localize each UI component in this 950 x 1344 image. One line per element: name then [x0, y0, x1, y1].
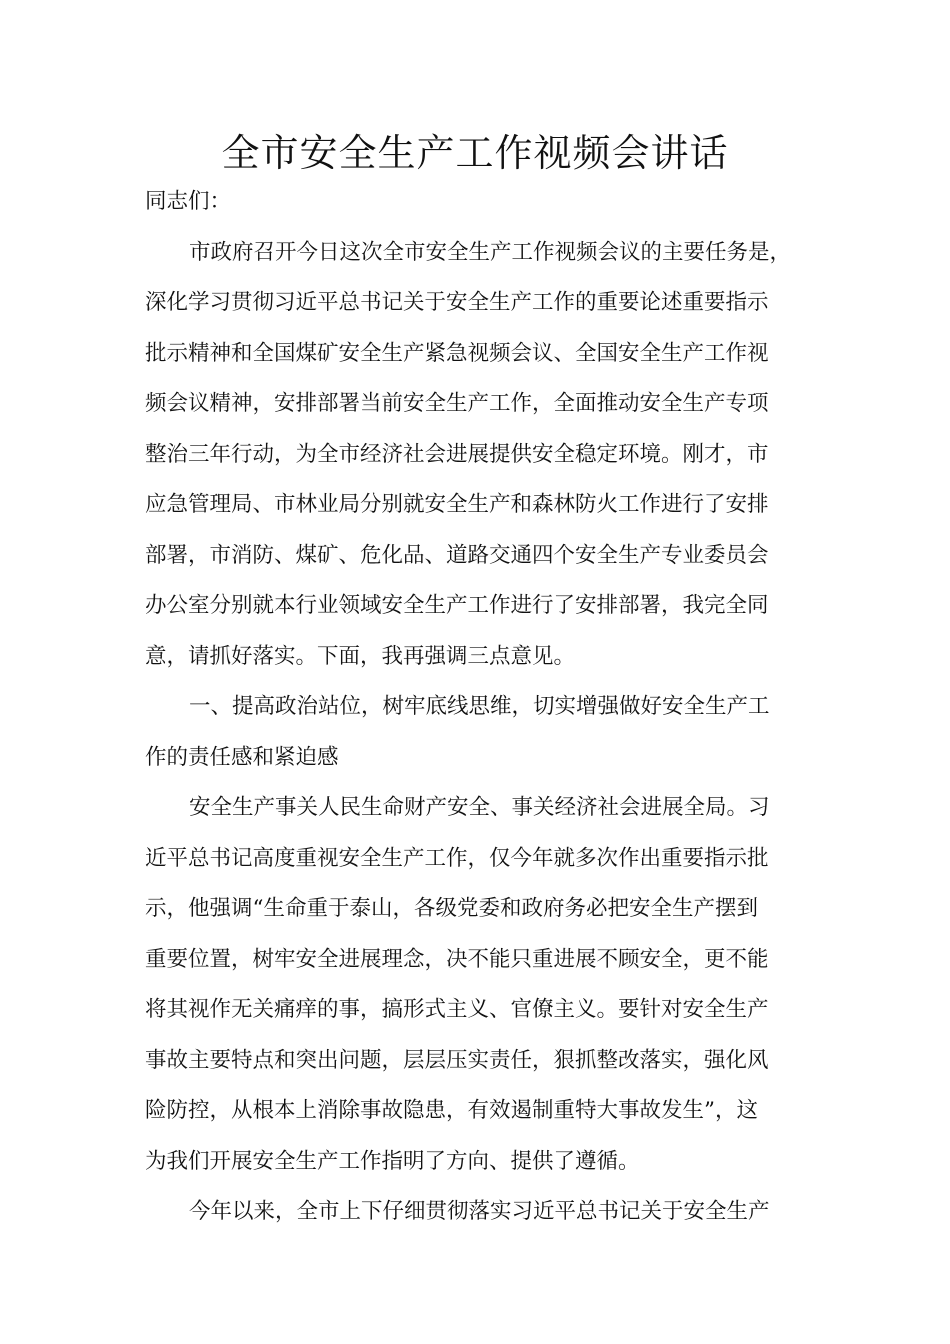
text-line: 部署，市消防、煤矿、危化品、道路交通四个安全生产专业委员会 — [145, 542, 769, 568]
document-body — [145, 177, 815, 1238]
text-line: 一、提高政治站位，树牢底线思维，切实增强做好安全生产工 — [189, 694, 770, 719]
text-line: 办公室分别就本行业领域安全生产工作进行了安排部署，我完全同 — [145, 593, 769, 618]
text-line: 深化学习贯彻习近平总书记关于安全生产工作的重要论述重要指示 — [145, 290, 769, 315]
text-line: 事故主要特点和突出问题，层层压实责任，狠抓整改落实，强化风 — [145, 1047, 769, 1073]
text-line: 意，请抓好落实。下面，我再强调三点意见。 — [145, 643, 576, 669]
text-line: 险防控，从根本上消除事故隐患，有效遏制重特大事故发生”，这 — [145, 1098, 758, 1123]
text-line: 市政府召开今日这次全市安全生产工作视频会议的主要任务是， — [189, 239, 792, 265]
text-line: 为我们开展安全生产工作指明了方向、提供了遵循。 — [145, 1148, 640, 1174]
text-line: 同志们： — [145, 189, 232, 214]
text-line: 将其视作无关痛痒的事，搞形式主义、官僚主义。要针对安全生产 — [145, 997, 769, 1022]
text-line: 近平总书记高度重视安全生产工作，仅今年就多次作出重要指示批 — [145, 845, 769, 871]
text-line: 批示精神和全国煤矿安全生产紧急视频会议、全国安全生产工作视 — [145, 340, 769, 366]
text-line: 今年以来，全市上下仔细贯彻落实习近平总书记关于安全生产 — [189, 1199, 770, 1224]
document-title: 全市安全生产工作视频会讲话 — [221, 131, 729, 175]
text-line: 重要位置，树牢安全进展理念，决不能只重进展不顾安全，更不能 — [145, 946, 769, 972]
text-line: 作的责任感和紧迫感 — [145, 744, 339, 770]
text-line: 频会议精神，安排部署当前安全生产工作，全面推动安全生产专项 — [145, 391, 769, 416]
text-line: 示，他强调“生命重于泰山，各级党委和政府务必把安全生产摆到 — [145, 896, 758, 921]
text-line: 应急管理局、市林业局分别就安全生产和森林防火工作进行了安排 — [145, 492, 769, 517]
text-line: 整治三年行动，为全市经济社会进展提供安全稳定环境。刚才，市 — [145, 441, 769, 467]
text-line: 安全生产事关人民生命财产安全、事关经济社会进展全局。习 — [189, 795, 770, 820]
